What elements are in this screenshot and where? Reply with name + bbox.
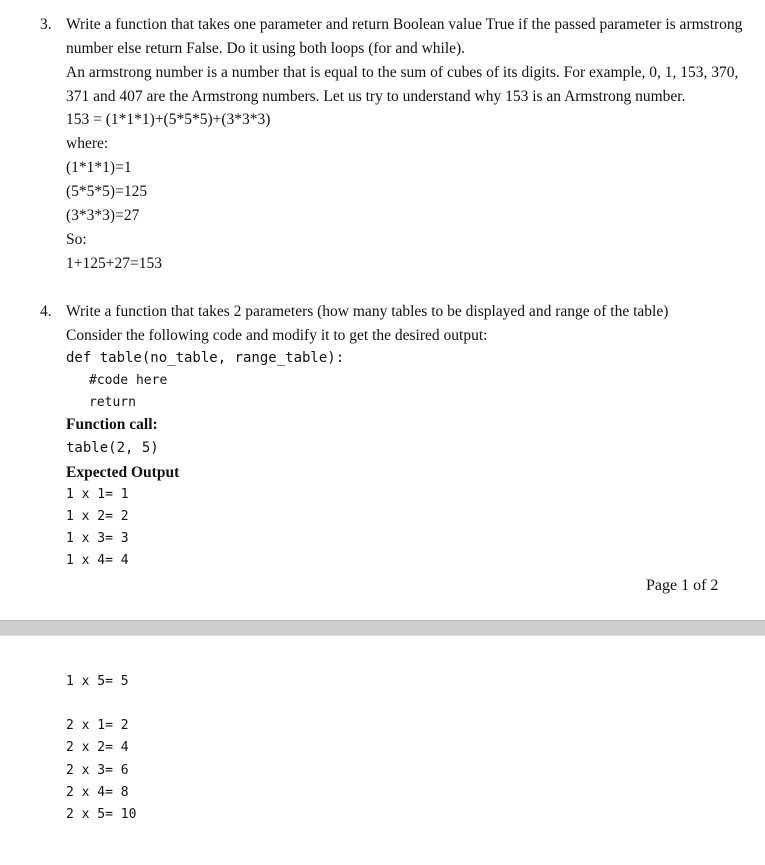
page-separator [0,620,765,636]
output-line: 1 x 5= 5 [66,674,129,689]
question-3-line-4: 371 and 407 are the Armstrong numbers. Let us try to understand why 153 is an Armstrong number. [66,88,686,105]
question-3-line-3: An armstrong number is a number that is equal to the sum of cubes of its digits. For example, 0, 1, 153, 370, [66,64,739,81]
question-4-line-2: Consider the following code and modify it to get the desired output: [66,327,488,344]
question-4-number: 4. [40,303,52,320]
output-line: 2 x 1= 2 [66,718,129,733]
document-page-2 [0,636,765,865]
question-3-line-2: number else return False. Do it using both loops (for and while). [66,40,466,57]
output-line: 2 x 5= 10 [66,807,137,822]
question-3-number: 3. [40,16,52,33]
function-call-label: Function call: [66,416,158,433]
armstrong-example: 153 = (1*1*1)+(5*5*5)+(3*3*3) [66,111,271,128]
output-line: 1 x 4= 4 [66,553,129,568]
expected-output-label: Expected Output [66,464,180,481]
question-4-line-1: Write a function that takes 2 parameters (how many tables to be displayed and range of the table) [66,303,669,320]
armstrong-step-1: (1*1*1)=1 [66,159,132,176]
armstrong-step-3: (3*3*3)=27 [66,207,140,224]
function-call-code: table(2, 5) [66,440,159,456]
so-label: So: [66,231,87,248]
armstrong-sum: 1+125+27=153 [66,255,162,272]
output-line: 1 x 3= 3 [66,531,129,546]
output-line: 2 x 3= 6 [66,763,129,778]
code-return-line: return [89,395,136,410]
output-line: 2 x 4= 8 [66,785,129,800]
page-footer: Page 1 of 2 [646,577,719,594]
output-line: 1 x 2= 2 [66,509,129,524]
code-comment-line: #code here [89,373,168,388]
question-3-line-1: Write a function that takes one parameter and return Boolean value True if the passed parameter is armstrong [66,16,743,33]
where-label: where: [66,135,109,152]
output-line: 1 x 1= 1 [66,487,129,502]
output-line: 2 x 2= 4 [66,740,129,755]
code-def-line: def table(no_table, range_table): [66,350,345,366]
armstrong-step-2: (5*5*5)=125 [66,183,148,200]
